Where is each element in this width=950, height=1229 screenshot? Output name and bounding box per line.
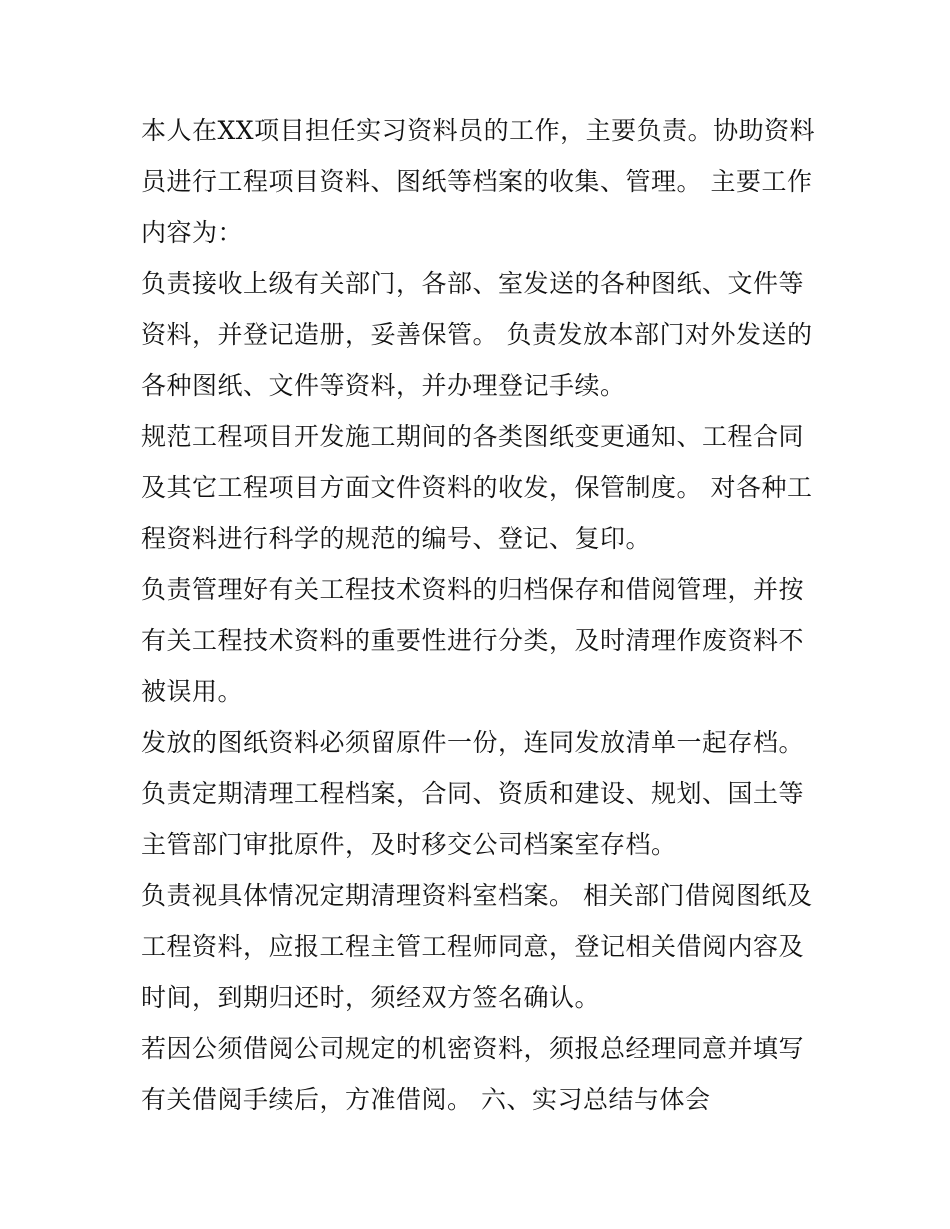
paragraph-intro: 本人在XX项目担任实习资料员的工作，主要负责。协助资料员进行工程项目资料、图纸等档案的收集、管理。 主要工作内容为： — [141, 116, 816, 247]
paragraph-keep-original: 发放的图纸资料必须留原件一份，连同发放清单一起存档。 — [141, 728, 805, 757]
paragraph-archive-management: 负责管理好有关工程技术资料的归档保存和借阅管理，并按有关工程技术资料的重要性进行分类，及时清理作废资料不被误用。 — [141, 575, 805, 706]
paragraph-standardize: 规范工程项目开发施工期间的各类图纸变更通知、工程合同及其它工程项目方面文件资料的收发，保管制度。 对各种工程资料进行科学的规范的编号、登记、复印。 — [141, 422, 813, 553]
document-body — [141, 105, 821, 1125]
paragraph-receive-drawings: 负责接收上级有关部门，各部、室发送的各种图纸、文件等资料，并登记造册，妥善保管。 负责发放本部门对外发送的各种图纸、文件等资料，并办理登记手续。 — [141, 269, 813, 400]
paragraph-borrowing: 负责视具体情况定期清理资料室档案。 相关部门借阅图纸及工程资料，应报工程主管工程师同意，登记相关借阅内容及时间，到期归还时，须经双方签名确认。 — [141, 881, 813, 1012]
paragraph-confidential: 若因公须借阅公司规定的机密资料，须报总经理同意并填写有关借阅手续后，方准借阅。 六、实习总结与体会 — [141, 1034, 805, 1114]
paragraph-periodic-cleanup: 负责定期清理工程档案，合同、资质和建设、规划、国土等主管部门审批原件，及时移交公司档案室存档。 — [141, 779, 805, 859]
